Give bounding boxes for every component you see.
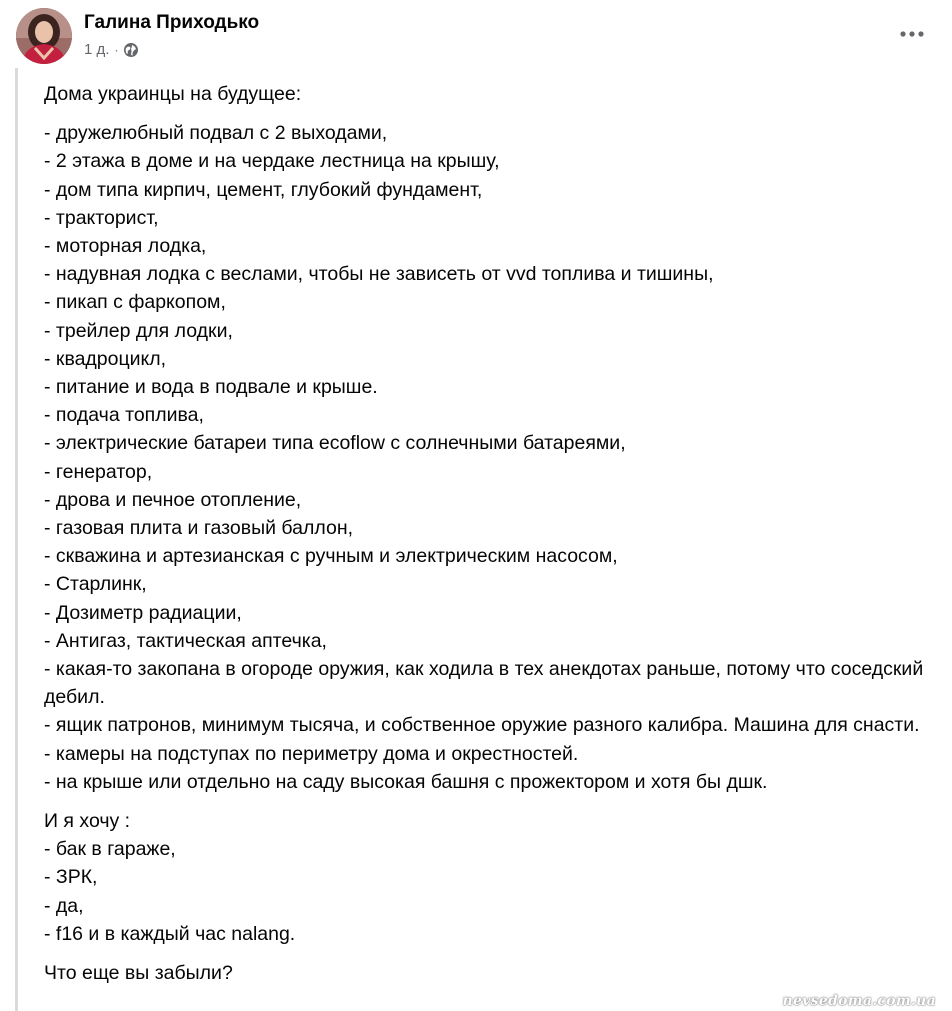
list-item: - камеры на подступах по периметру дома и окрестностей. bbox=[44, 742, 579, 765]
list-item: - Антигаз, тактическая аптечка, bbox=[44, 629, 327, 652]
list-item: - 2 этажа в доме и на чердаке лестница на крышу, bbox=[44, 150, 500, 173]
list-item: - дружелюбный подвал с 2 выходами, bbox=[44, 122, 388, 145]
list-item: - f16 и в каждый час nalang. bbox=[44, 922, 296, 945]
list-item: - скважина и артезианская с ручным и электрическим насосом, bbox=[44, 545, 618, 568]
list-item: - Старлинк, bbox=[44, 573, 147, 596]
list-item: - квадроцикл, bbox=[44, 347, 167, 370]
post-header bbox=[16, 8, 952, 64]
list-item: - моторная лодка, bbox=[44, 235, 207, 258]
list-item: - какая-то закопана в огороде оружия, как ходила в тех анекдотах раньше, потому что соседский дебил. bbox=[44, 658, 924, 709]
list-item: - ящик патронов, минимум тысяча, и собственное оружие разного калибра. Машина для снасти. bbox=[44, 714, 920, 737]
list-item: - бак в гараже, bbox=[44, 838, 176, 861]
list-item: - дрова и печное отопление, bbox=[44, 488, 302, 511]
post-timestamp[interactable]: 1 д. bbox=[84, 41, 110, 58]
globe-icon[interactable] bbox=[123, 42, 139, 58]
avatar-photo bbox=[16, 8, 72, 64]
list-item: - на крыше или отдельно на саду высокая башня с прожектором и хотя бы дшк. bbox=[44, 770, 768, 793]
needs-list bbox=[44, 119, 944, 796]
avatar[interactable] bbox=[16, 8, 72, 64]
post-intro: Дома украинцы на будущее: bbox=[44, 83, 302, 105]
meta-separator: · bbox=[114, 42, 119, 57]
post-meta bbox=[84, 41, 139, 58]
list-item: - дом типа кирпич, цемент, глубокий фундамент, bbox=[44, 178, 483, 201]
wishes-intro: И я хочу : bbox=[44, 810, 131, 833]
wishes-list bbox=[44, 807, 944, 948]
list-item: - Дозиметр радиации, bbox=[44, 601, 242, 624]
more-options-icon bbox=[900, 31, 924, 37]
more-options-button[interactable] bbox=[894, 20, 930, 48]
quote-rule bbox=[15, 68, 18, 1011]
list-item: - ЗРК, bbox=[44, 866, 98, 889]
list-item: - надувная лодка с веслами, чтобы не зависеть от vvd топлива и тишины, bbox=[44, 263, 714, 286]
list-item: - газовая плита и газовый баллон, bbox=[44, 517, 354, 540]
site-watermark: nevsedoma.com.ua bbox=[782, 993, 936, 1009]
list-item: - да, bbox=[44, 894, 84, 917]
list-item: - питание и вода в подвале и крыше. bbox=[44, 376, 378, 399]
list-item: - подача топлива, bbox=[44, 404, 204, 427]
list-item: - электрические батареи типа ecoflow с солнечными батареями, bbox=[44, 432, 626, 455]
post-closing: Что еще вы забыли? bbox=[44, 962, 233, 985]
author-name[interactable]: Галина Приходько bbox=[84, 12, 260, 33]
list-item: - пикап с фаркопом, bbox=[44, 291, 226, 314]
list-item: - тракторист, bbox=[44, 206, 159, 229]
post-text bbox=[44, 80, 944, 987]
list-item: - генератор, bbox=[44, 460, 153, 483]
list-item: - трейлер для лодки, bbox=[44, 319, 233, 342]
